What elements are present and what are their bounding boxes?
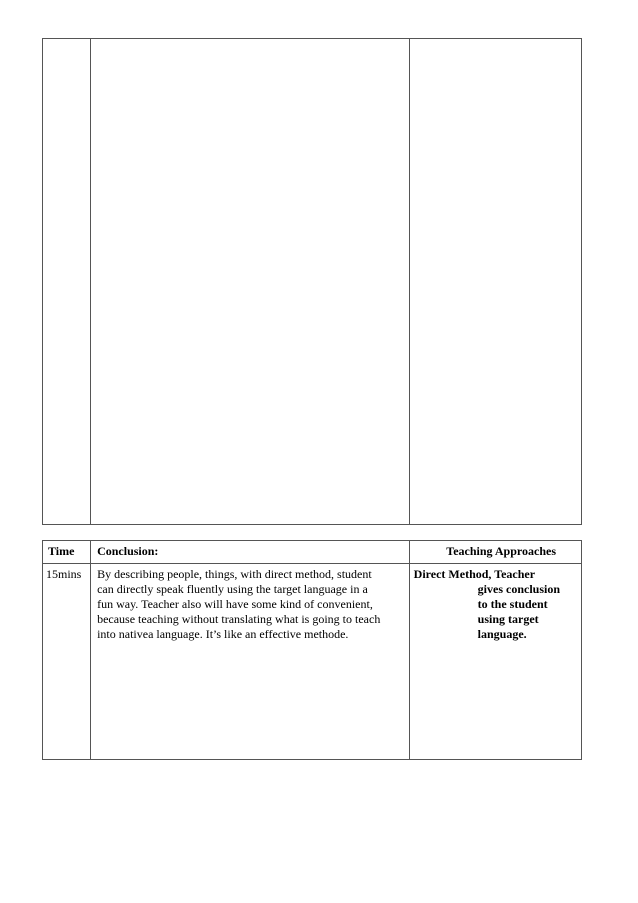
approach-line: Direct Method, Teacher — [413, 567, 536, 581]
table-row — [43, 564, 582, 760]
time-value: 15mins — [43, 564, 91, 760]
blank-time-cell — [43, 39, 91, 525]
blank-approach-cell — [409, 39, 581, 525]
conclusion-line: By describing people, things, with direct method, student — [97, 567, 372, 581]
approach-line: using target — [477, 612, 539, 626]
conclusion-line: because teaching without translating what is going to teach — [97, 612, 381, 626]
approach-indented-block — [414, 582, 581, 642]
conclusion-line: fun way. Teacher also will have some kind of convenient, — [97, 597, 373, 611]
conclusion-line: into nativea language. It’s like an effective methode. — [97, 627, 349, 641]
blank-table — [42, 38, 582, 525]
approach-text — [409, 564, 581, 760]
header-teaching-approaches: Teaching Approaches — [409, 541, 581, 564]
header-time: Time — [43, 541, 91, 564]
conclusion-line: can directly speak fluently using the target language in a — [97, 582, 368, 596]
approach-line: gives conclusion — [477, 582, 560, 596]
approach-line: to the student — [477, 597, 548, 611]
conclusion-text — [91, 564, 410, 760]
header-conclusion: Conclusion: — [91, 541, 410, 564]
approach-line: language. — [477, 627, 527, 641]
blank-row — [43, 39, 582, 525]
conclusion-table — [42, 540, 582, 760]
blank-main-cell — [91, 39, 410, 525]
header-row — [43, 541, 582, 564]
